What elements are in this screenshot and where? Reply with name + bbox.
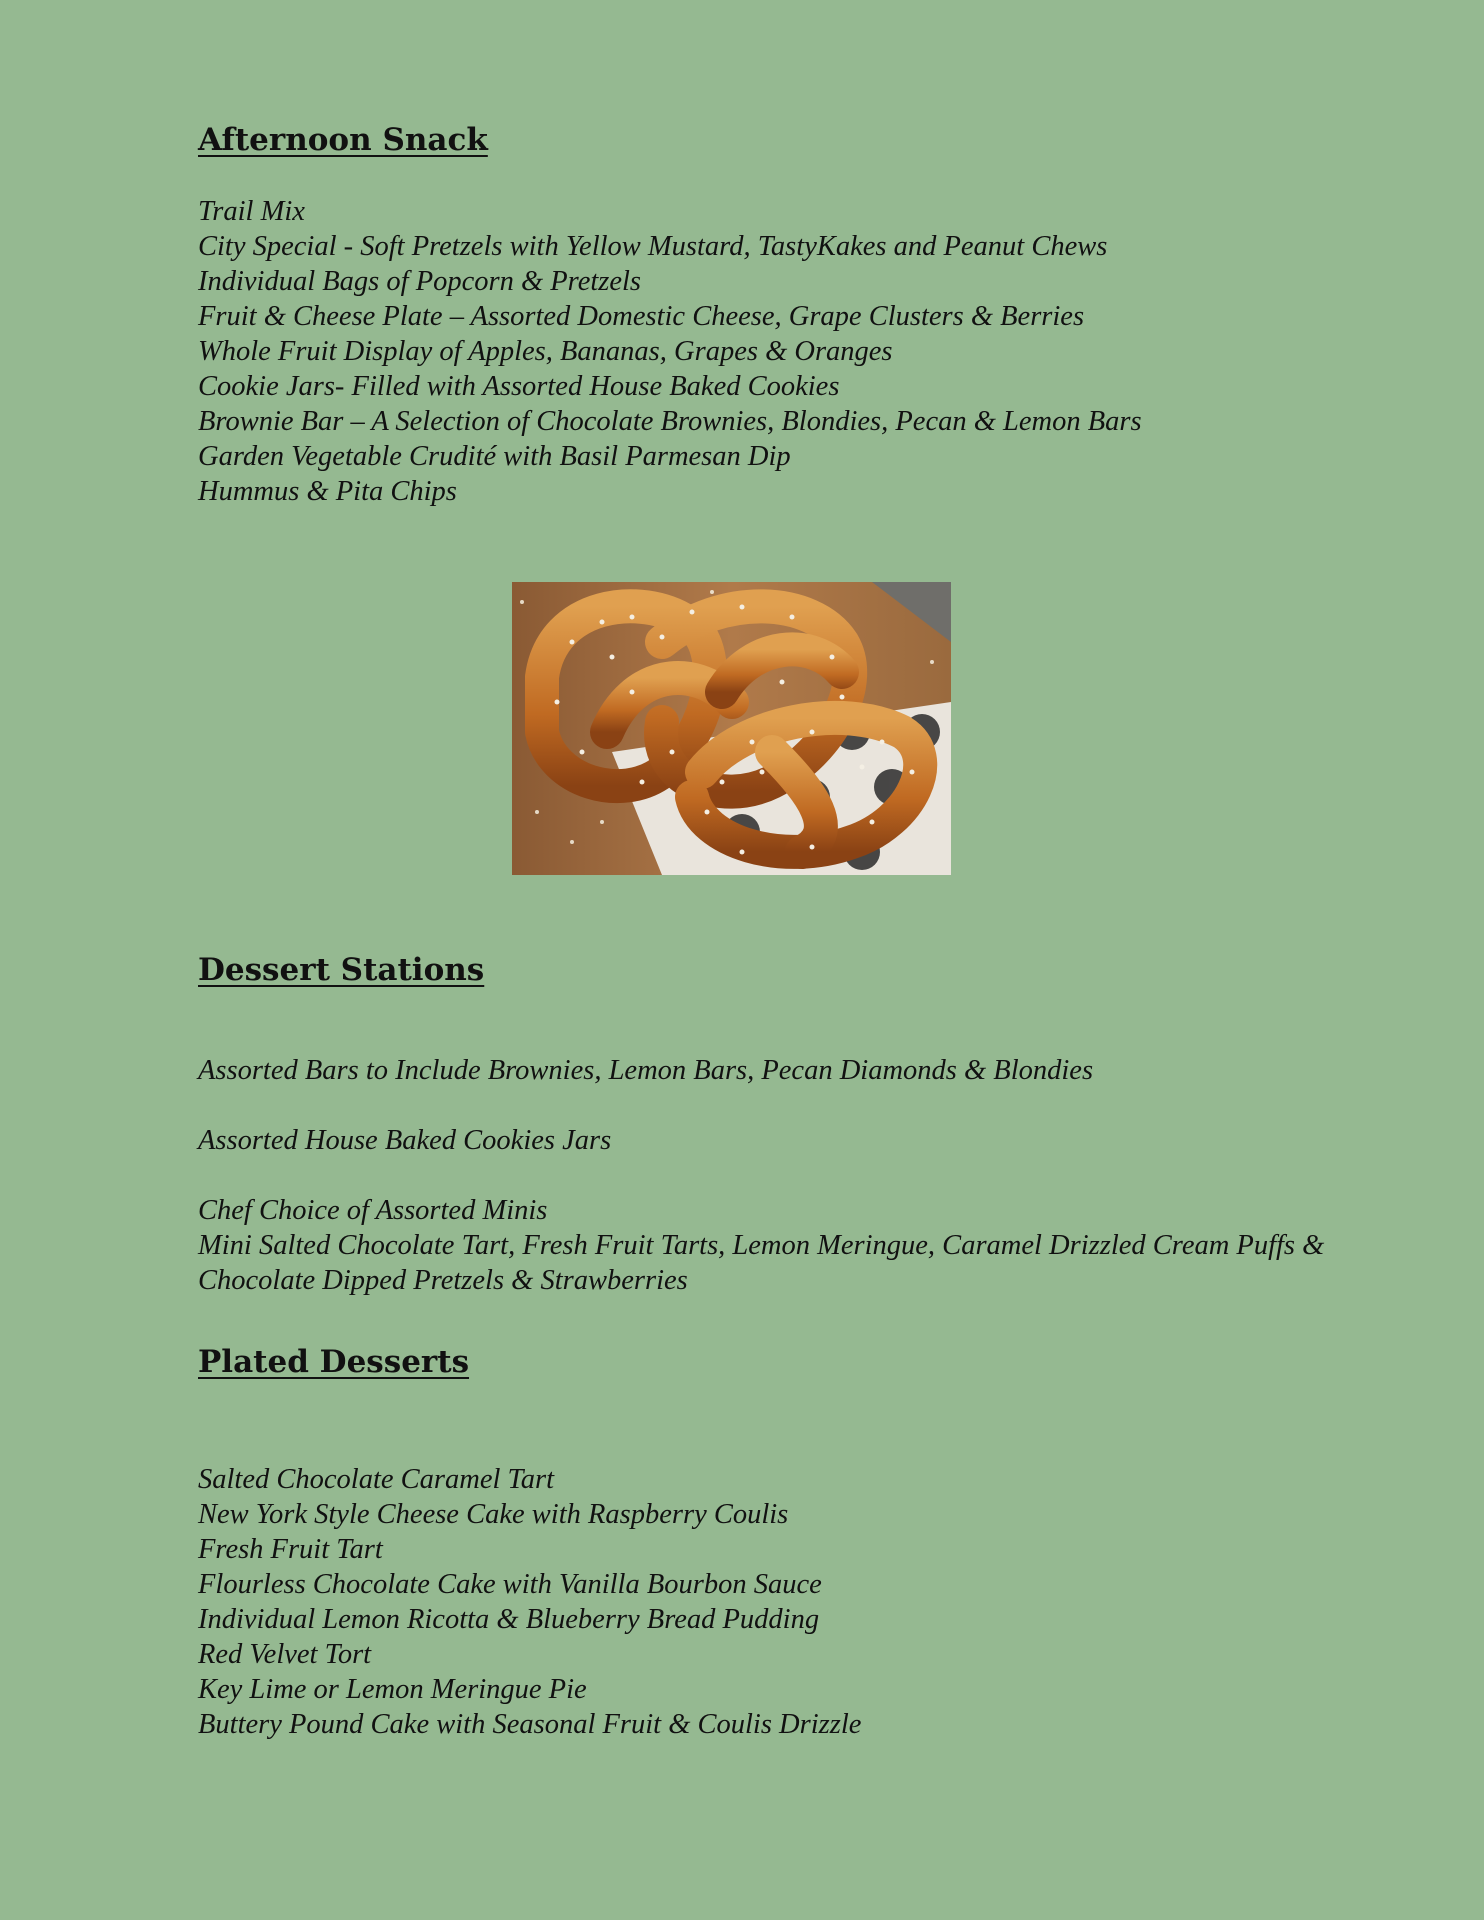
- list-item: Whole Fruit Display of Apples, Bananas, Grapes & Oranges: [198, 336, 893, 367]
- list-item: Salted Chocolate Caramel Tart: [198, 1464, 554, 1495]
- list-item: Buttery Pound Cake with Seasonal Fruit & Coulis Drizzle: [198, 1709, 862, 1740]
- list-item: Fresh Fruit Tart: [198, 1534, 383, 1565]
- list-item: Cookie Jars- Filled with Assorted House Baked Cookies: [198, 371, 840, 402]
- pretzel-photo: [512, 582, 951, 875]
- list-item: Fruit & Cheese Plate – Assorted Domestic Cheese, Grape Clusters & Berries: [198, 301, 1085, 332]
- list-item: Individual Bags of Popcorn & Pretzels: [198, 266, 642, 297]
- plated-desserts-list: [198, 1462, 861, 1742]
- plated-desserts-heading: Plated Desserts: [198, 1344, 470, 1380]
- list-item: Trail Mix: [198, 196, 305, 227]
- list-item: Individual Lemon Ricotta & Blueberry Bread Pudding: [198, 1604, 820, 1635]
- dessert-stations-list: [198, 1053, 1388, 1298]
- list-item: Hummus & Pita Chips: [198, 476, 457, 507]
- afternoon-snack-list: [198, 194, 1142, 509]
- afternoon-snack-heading: Afternoon Snack: [198, 122, 488, 158]
- list-item: Garden Vegetable Crudité with Basil Parmesan Dip: [198, 441, 791, 472]
- list-item: Assorted Bars to Include Brownies, Lemon Bars, Pecan Diamonds & Blondies: [198, 1055, 1094, 1086]
- list-item: Mini Salted Chocolate Tart, Fresh Fruit Tarts, Lemon Meringue, Caramel Drizzled Cream Puffs & Chocolate Dipped Pretzels & Strawberries: [198, 1230, 1325, 1296]
- list-item: City Special - Soft Pretzels with Yellow Mustard, TastyKakes and Peanut Chews: [198, 231, 1108, 262]
- list-item: Flourless Chocolate Cake with Vanilla Bourbon Sauce: [198, 1569, 822, 1600]
- list-item: Brownie Bar – A Selection of Chocolate Brownies, Blondies, Pecan & Lemon Bars: [198, 406, 1142, 437]
- list-item: Red Velvet Tort: [198, 1639, 372, 1670]
- menu-page: [198, 0, 1448, 1920]
- dessert-stations-heading: Dessert Stations: [198, 952, 485, 988]
- list-item: Key Lime or Lemon Meringue Pie: [198, 1674, 587, 1705]
- list-item: New York Style Cheese Cake with Raspberry Coulis: [198, 1499, 789, 1530]
- list-item: Assorted House Baked Cookies Jars: [198, 1125, 612, 1156]
- list-item: Chef Choice of Assorted Minis: [198, 1195, 548, 1226]
